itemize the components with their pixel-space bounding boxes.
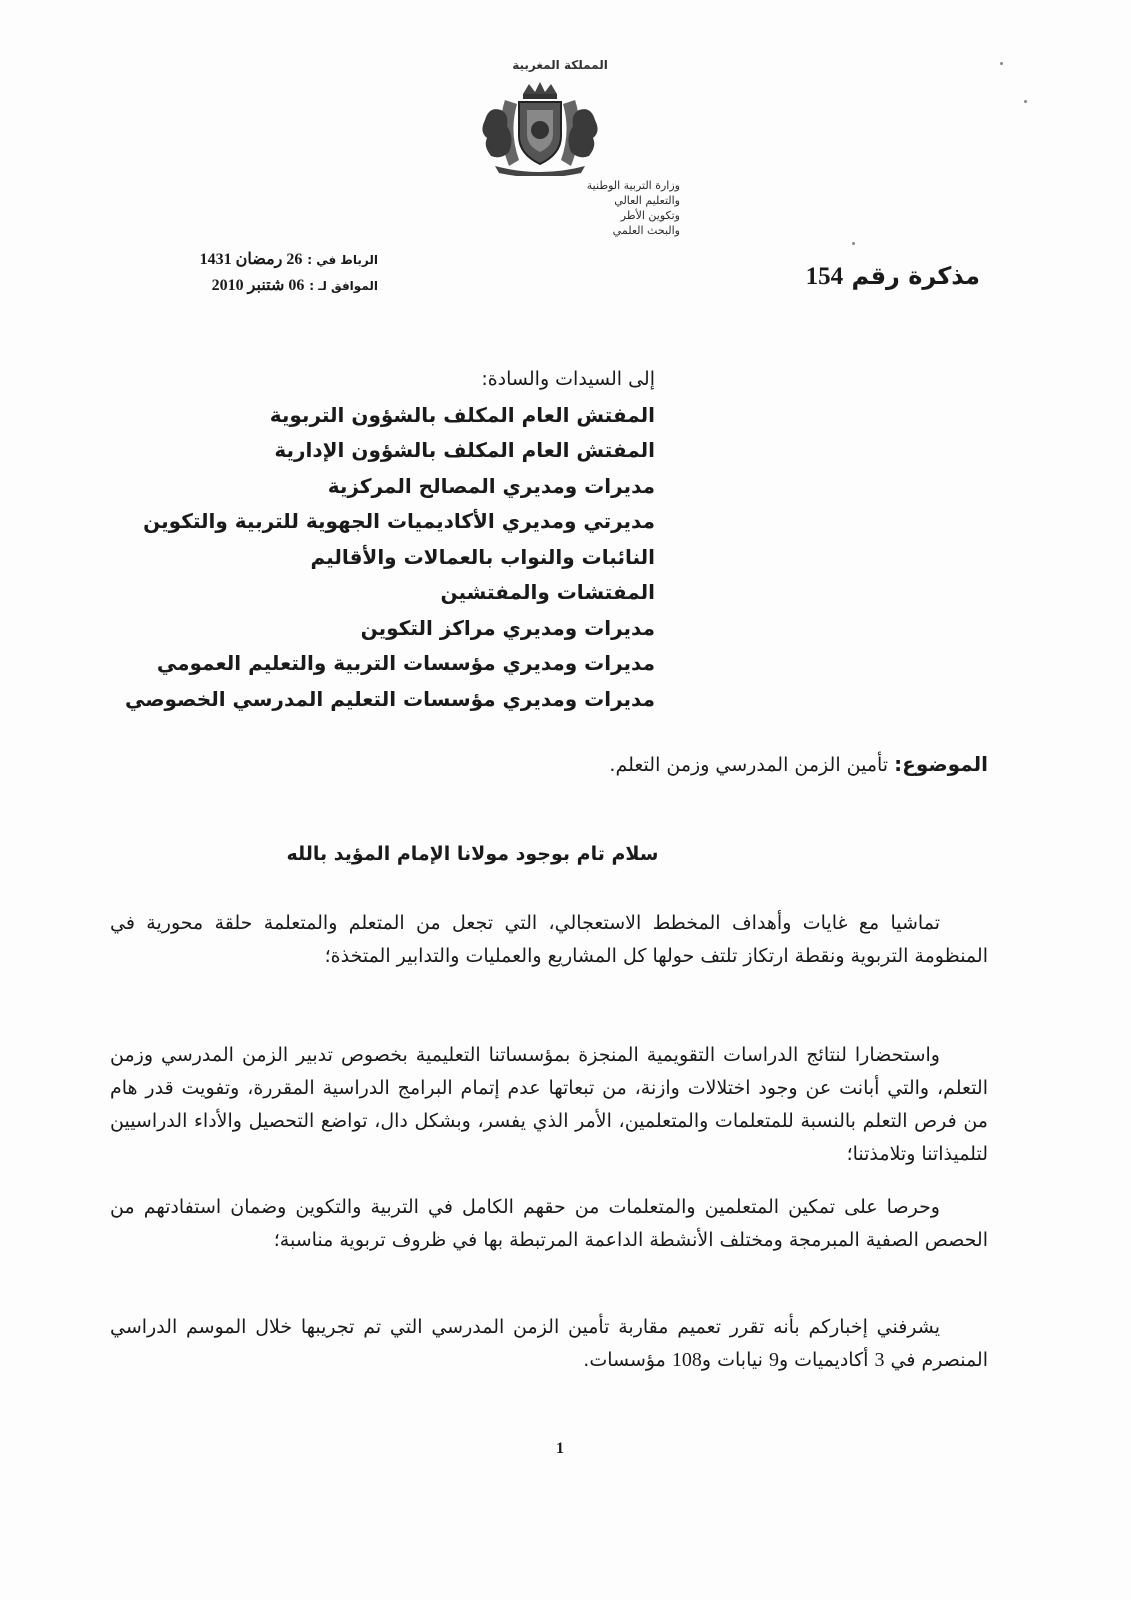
letterhead bbox=[440, 58, 720, 248]
addressee: المفتشات والمفتشين bbox=[440, 580, 655, 604]
ministry-line: والبحث العلمي bbox=[612, 224, 680, 237]
addressee: مديرات ومديري مؤسسات التربية والتعليم العمومي bbox=[156, 651, 655, 675]
paragraph-4-academies: أكاديميات و bbox=[778, 1349, 869, 1371]
date-block bbox=[148, 247, 378, 299]
hijri-date: 26 رمضان 1431 bbox=[199, 251, 303, 268]
ministry-line: وتكوين الأطر bbox=[620, 209, 680, 222]
body-paragraph-2: واستحضارا لنتائج الدراسات التقويمية المنجزة بمؤسساتنا التعليمية بخصوص تدبير الزمن المدرسي وزمن التعلم، والتي أبانت عن وجود اختلالات وازنة، من تبعاتها عدم إتمام البرامج الدراسية المقررة، وتفويت قدر هام من فرص التعلم بالنسبة للمتعلمات والمتعلمين، الأمر الذي يفسر، وبشكل دال، تواضع التحصيل والأداء الدراسيين لتلميذاتنا وتلامذتنا؛ bbox=[110, 1044, 988, 1165]
subject-text: تأمين الزمن المدرسي وزمن التعلم. bbox=[609, 754, 889, 776]
body-paragraph-4 bbox=[110, 1311, 988, 1377]
addressee: مديرات ومديري مراكز التكوين bbox=[360, 615, 655, 640]
scan-speck bbox=[852, 242, 855, 245]
ministry-line: وزارة التربية الوطنية bbox=[586, 179, 680, 192]
academies-count: 3 bbox=[874, 1349, 885, 1371]
addressee: مديرات ومديري المصالح المركزية bbox=[327, 473, 655, 498]
ministry-line: والتعليم العالي bbox=[614, 194, 680, 207]
addressees-list bbox=[120, 362, 655, 717]
scan-speck bbox=[1000, 62, 1003, 65]
kingdom-name: المملكة المغربية bbox=[512, 58, 608, 72]
hijri-date-line bbox=[148, 247, 378, 273]
addressee: النائبات والنواب بالعمالات والأقاليم bbox=[310, 544, 655, 569]
delegations-count: 9 bbox=[768, 1349, 779, 1371]
subject-line bbox=[300, 752, 988, 776]
subject-label: الموضوع: bbox=[894, 752, 988, 776]
addressee: مديرات ومديري مؤسسات التعليم المدرسي الخصوصي bbox=[124, 686, 655, 711]
body-paragraph-3: وحرصا على تمكين المتعلمين والمتعلمات من حقهم الكامل في التربية والتكوين وضمان استفادتهم من الحصص الصفية المبرمجة ومختلف الأنشطة الداعمة المرتبطة بها في ظروف تربوية مناسبة؛ bbox=[110, 1196, 988, 1251]
gregorian-date-label: الموافق لـ : bbox=[309, 279, 378, 293]
memo-number bbox=[780, 262, 980, 291]
institutions-count: 108 bbox=[671, 1349, 702, 1371]
paragraph-4-end: مؤسسات. bbox=[583, 1349, 666, 1371]
addressee: المفتش العام المكلف بالشؤون الإدارية bbox=[274, 438, 655, 462]
addressees-intro: إلى السيدات والسادة: bbox=[481, 368, 655, 390]
memo-number-value: 154 bbox=[805, 263, 844, 290]
body-paragraph-1: تماشيا مع غايات وأهداف المخطط الاستعجالي، التي تجعل من المتعلم والمتعلمة حلقة محورية في المنظومة التربوية ونقطة ارتكاز تلتف حولها كل المشاريع والعمليات والتدابير المتخذة؛ bbox=[110, 912, 988, 967]
ministry-name bbox=[440, 178, 680, 238]
gregorian-date-line bbox=[148, 273, 378, 299]
scan-speck bbox=[1024, 100, 1027, 103]
royal-coat-of-arms-emblem bbox=[475, 80, 605, 176]
gregorian-date: 06 شتنبر 2010 bbox=[211, 277, 305, 294]
addressee: مديرتي ومديري الأكاديميات الجهوية للتربية والتكوين bbox=[143, 509, 655, 533]
paragraph-4-start: يشرفني إخباركم بأنه تقرر تعميم مقاربة تأمين الزمن المدرسي التي تم تجريبها خلال الموسم الدراسي المنصرم في bbox=[110, 1316, 988, 1371]
paragraph-4-delegations: نيابات و bbox=[701, 1349, 763, 1371]
addressee: المفتش العام المكلف بالشؤون التربوية bbox=[269, 402, 655, 427]
page-number: 1 bbox=[556, 1440, 564, 1457]
hijri-date-label: الرباط في : bbox=[307, 253, 378, 267]
greeting: سلام تام بوجود مولانا الإمام المؤيد بالله bbox=[286, 843, 659, 865]
memo-number-label: مذكرة رقم bbox=[851, 262, 980, 290]
